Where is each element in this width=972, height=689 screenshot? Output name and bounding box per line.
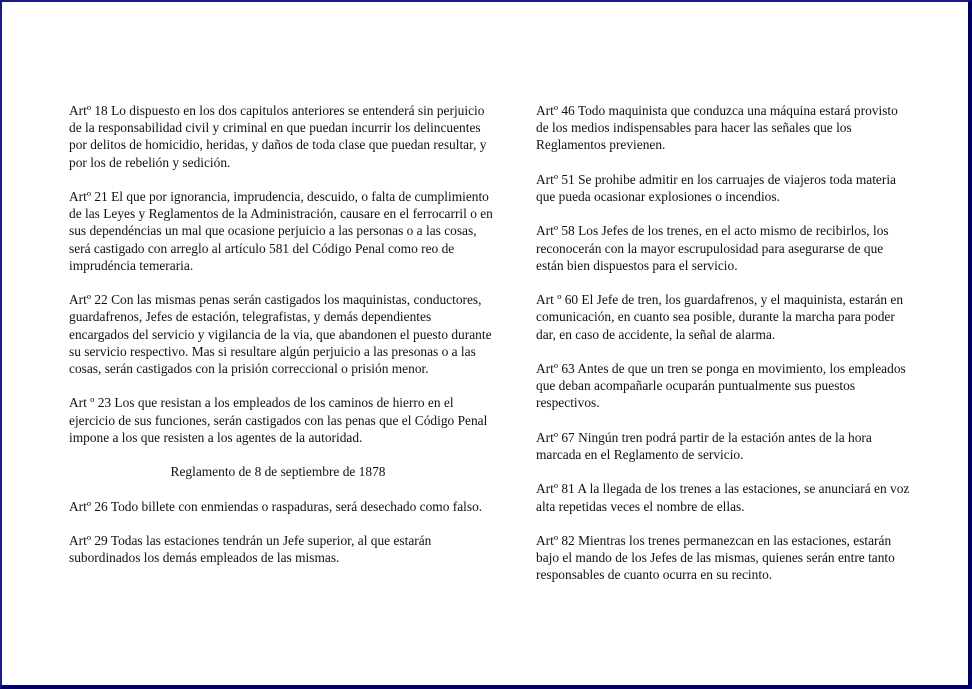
- article-22: Artº 22 Con las mismas penas serán castigados los maquinistas, conductores, guardafrenos, Jefes de estación, telegrafistas, y demás dependientes encargados del servicio y vigilancia de la via, que abandonen el puesto durante su servicio respectivo. Mas si resultare algún perjuicio a las presonas o a las cosas, serán castigados con la prisión correccional o prisión menor.: [69, 292, 492, 377]
- article-23: Art º 23 Los que resistan a los empleados de los caminos de hierro en el ejercicio de sus funciones, serán castigados con las penas que el Código Penal impone a los que resisten a los agentes de la autoridad.: [69, 395, 488, 445]
- article-58: Artº 58 Los Jefes de los trenes, en el acto mismo de recibirlos, los reconocerán con la mayor escrupulosidad para asegurarse de que están bien dispuestos para el servicio.: [536, 223, 889, 273]
- article-26: Artº 26 Todo billete con enmiendas o raspaduras, será desechado como falso.: [69, 498, 483, 514]
- article-81: Artº 81 A la llegada de los trenes a las estaciones, se anunciará en voz alta repetidas veces el nombre de ellas.: [536, 481, 910, 514]
- section-heading: Reglamento de 8 de septiembre de 1878: [170, 464, 386, 480]
- article-67: Artº 67 Ningún tren podrá partir de la estación antes de la hora marcada en el Reglamento de servicio.: [536, 429, 872, 462]
- article-46: Artº 46 Todo maquinista que conduzca una máquina estará provisto de los medios indispensables para hacer las señales que los Reglamentos previenen.: [536, 103, 898, 153]
- article-82: Artº 82 Mientras los trenes permanezcan en las estaciones, estarán bajo el mando de los Jefes de las mismas, quienes serán entre tanto responsables de cuanto ocurra en su recinto.: [536, 532, 895, 583]
- article-60: Art º 60 El Jefe de tren, los guardafrenos, y el maquinista, estarán en comunicación, en cuanto sea posible, durante la marcha para poder dar, en caso de accidente, la señal de alarma.: [536, 292, 904, 342]
- right-column: [536, 102, 910, 601]
- article-21: Artº 21 El que por ignorancia, imprudencia, descuido, o falta de cumplimiento de las Leyes y Reglamentos de la Administración, causare en el ferrocarril o en sus dependéncias un mal que ocasione perjuicio a las personas o a las cosas, será castigado con arreglo al artículo 581 del Código Penal como reo de imprudéncia temeraria.: [69, 189, 493, 273]
- article-63: Artº 63 Antes de que un tren se ponga en movimiento, los empleados que deban acompañarle ocuparán puntualmente sus puestos respectivos.: [536, 360, 906, 411]
- article-18: Artº 18 Lo dispuesto en los dos capitulos anteriores se entenderá sin perjuicio de la responsabilidad civil y criminal en que puedan incurrir los delincuentes por delitos de homicidio, heridas, y daños de toda clase que puedan resultar, y por los de rebelión y sedición.: [69, 103, 487, 170]
- left-column: [69, 102, 493, 584]
- article-51: Artº 51 Se prohibe admitir en los carruajes de viajeros toda materia que pueda ocasionar explosiones o incendios.: [536, 171, 896, 204]
- article-29: Artº 29 Todas las estaciones tendrán un Jefe superior, al que estarán subordinados los demás empleados de las mismas.: [69, 532, 432, 566]
